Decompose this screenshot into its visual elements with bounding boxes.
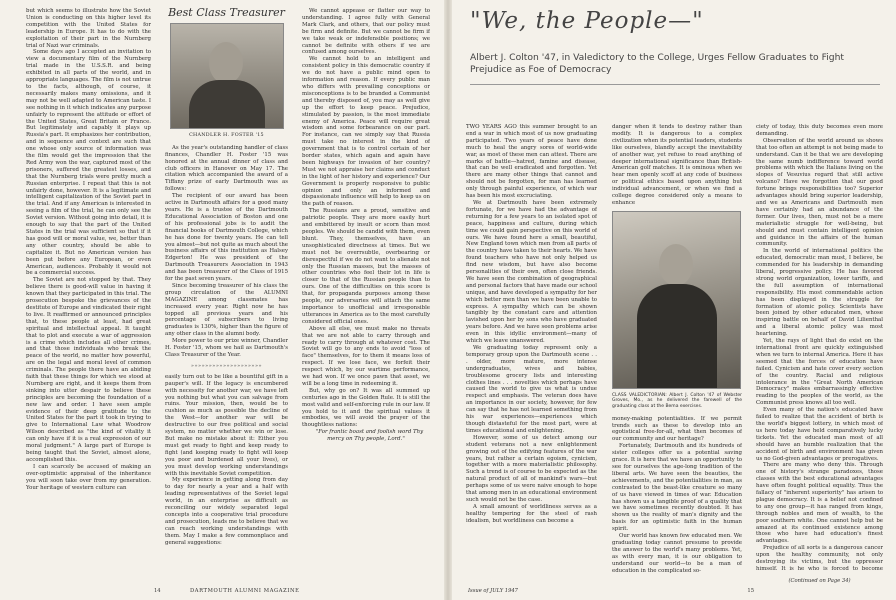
left-column-1 <box>26 8 151 588</box>
article-subtitle: Albert J. Colton '47, in Valedictory to the College, Urges Fellow Graduates to Fight Prejudice as Foe of Democracy <box>470 52 845 75</box>
paragraph: Yet, the rays of light that do exist on the international front are quickly extinguished when we turn to internal America. Here it has seemed that the forces of education have failed. Cynicism and hate cover every section of the country. Racial and religious intolerance in the "Great North American Democracy" makes embarrassingly effective reading to the peoples of the world, as the Communist press knows all too well. <box>756 338 883 407</box>
paragraph: Even many of the nation's educated have failed to realize that the accident of birth is the world's biggest lottery, in which most of us here today have held comparatively lucky tickets. Yet the educated man most of all should have an humble realization that the accident of birth and environment has given us no God-given advantages or prerogatives. <box>756 407 883 462</box>
paragraph: I can scarcely be accused of making an over-optimistic appraisal of the inheritance you will soon take over from my generation. Your heritage of western culture can <box>26 463 151 491</box>
paragraph: However, some of us detect among our student veterans not a new enlightenment growing out of the edifying features of the war years, but rather a certain egoism, cynicism, together with a more materialistic philosophy. Such a trend is of course to be expected as the natural product of all of mankind's wars—but perhaps some of us were naive enough to hope that among men in an educational environment such would not be the case. <box>466 434 597 503</box>
foster-portrait-photo <box>170 23 284 129</box>
photo-caption: CHANDLER H. FOSTER '15 <box>189 132 264 138</box>
colton-portrait-photo <box>612 211 741 389</box>
paragraph: money-making potentialities. If we permit trends such as these to develop into an egotistical free-for-all, what then becomes of our community and our heritage? <box>612 415 742 443</box>
paragraph: A small amount of worldliness serves as a healthy tempering for the steel of rash idealism, but worldliness can become a <box>466 503 597 524</box>
paragraph: Prejudice of all sorts is a dangerous cancer upon the healthy community, not only destroying its victims, but the oppressor himself. It is he who is forced to become <box>756 545 883 570</box>
paragraph: We cannot hold to an intelligent and consistent policy in this democratic country if we do not have a public mind open to information and reason. If every public man who differs with prevailing conceptions or misconceptions is to be branded a Communist and thereby disposed of, you may as well give up the effort to keep peace. Prejudice, stimulated by passion, is the most immediate enemy of America. Peace will require great wisdom and some forbearance on our part. For instance, can we simply say that Russia must take no interest in the kind of government that is to control certain of her border states, which again and again have been highways for invasion of her country? Must we not appraise her claims and conduct in the light of her history and experience? Our Government is properly responsive to public opinion and only an informed and dispassionate influence will help to keep us on the path of reason. <box>302 56 430 208</box>
page-number-right: 15 <box>747 588 754 594</box>
verse-quote: "For frantic boast and foolish word Thy mercy on Thy people, Lord." <box>315 429 424 443</box>
paragraph: Our world has known few educated men. We graduating today cannot presume to provide the answer to the world's many problems. Yet, as with every man, it is our obligation to understand our world—to be a man of education in the complicated so- <box>612 533 742 574</box>
article-title: "We, the People—" <box>470 8 704 34</box>
sidebar-title: Best Class Treasurer <box>168 8 285 19</box>
paragraph: We cannot appease or flatter our way to understanding. I agree fully with General Mark Clark, and others, that our policy must be firm and definite. But we cannot be firm if we take weak or indefensible positions; we cannot be definite with others if we are confused among ourselves. <box>302 8 430 56</box>
paragraph: Observation of the world around us shows that too often an attempt is not being made to understand. Can it be that we are developing the same numb indifference toward world problems with which the Italians living on the slopes of Vesuvius regard that still active volcano? Have we forgotten that our good fortune brings responsibilities too? Superior advantages should bring superior leadership, and we as Americans and Dartmouth men have certainly had an abundance of the former. Our lives, then, must not be a mere materialistic struggle for well-being, but should and must contain intelligent opinion and guidance in the affairs of the human community. <box>756 137 883 248</box>
paragraph: ciety of today, this duty becomes even more demanding. <box>756 124 883 137</box>
paragraph: TWO YEARS AGO this summer brought to an end a war in which most of us now graduating participated. Two years of peace have done much to heal the angry sores of world-wide war, as most of these men can attest. There are marks of battle—hatred, famine and disease, that can be well eradicated and forgotten. Yet there are many other things that cannot and should not be forgotten, for man has learned only through painful experience, of which war has been his most excruciating. <box>466 124 597 200</box>
paragraph: The recipient of our award has been active in Dartmouth affairs for a good many years. He is a trustee of the Dartmouth Educational Association of Boston and one of his professional jobs is to audit the financial books of Dartmouth College, which he has done for twenty years. He can tell you almost—but not quite as much about the business affairs of this institution as Halsey Edgerton! He was president of the Dartmouth Treasurers Association in 1943 and has been treasurer of the Class of 1915 for the past seven years. <box>165 193 288 283</box>
paragraph: The Soviet are not stopped by that. They believe there is good-will value in having it known that they participated in this trial. The prosecution bespoke the grievances of the destitute of Europe and vindicated their right to live. It reaffirmed or announced principles that, to these people at least, had great spiritual and intellectual appeal. It taught that to plot and execute a war of aggression is a crime which includes all other crimes, and that those individuals who break the peace of the world, no matter how powerful, are on the legal and moral level of common criminals. The people there have an abiding faith that these things for which we stood at Nurnberg are right, and it keeps them from sinking into utter despair to believe these principles are becoming the foundation of a new law and order. I have seen ample evidence of their deep gratitude to the United States for the part it took in trying to give to International Law what Woodrow Wilson described as "the kind of vitality it can only have if it is a real expression of our moral judgment." A large part of Europe is being taught that the Soviet, almost alone, accomplished this. <box>26 277 151 463</box>
paragraph: Above all else, we must make no threats that we are not able to carry through and ready to carry through at whatever cost. The Soviet will go to any ends to avoid "loss of face" themselves, for to them it means loss of respect. If we lose face, we forfeit their respect which, by our wartime performance, we had won. If we once pawn that asset, we will be a long time in redeeming it. <box>302 325 430 387</box>
paragraph: More power to our prize winner, Chandler H. Foster '15, whom we hail as Dartmouth's Class Treasurer of the Year. <box>165 338 288 358</box>
paragraph: We graduating today represent only a temporary group upon the Dartmouth scene . . . older, more mature, more intense undergraduates, wives and babies, troublesome grocery lists and interesting clothes lines . . . novelties which perhaps have caused the world to give us what is undue respect and emphasis. The veteran does have an importance in our society, however, for few can say that he has not learned something from his war experiences—experiences which though distasteful for the most part, were at times educational and enlightening. <box>466 345 597 434</box>
paragraph: There are many who deny this. Through one of history's strange paradoxes, those classes with the best educational advantages have often fought political equality. Thus the fallacy of "inherent superiority" has arisen to plague democracy. It is a belief not confined to any one group—it has ranged from kings, through nobles and men of wealth, to the poor southern white. One cannot help but be amazed at its continued existence among those who have had education's finest advantages. <box>756 462 883 545</box>
ornament-rule: »»»»»»»»»»»»»»»»»»»» <box>190 362 263 369</box>
magazine-name: DARTMOUTH ALUMNI MAGAZINE <box>190 588 300 594</box>
paragraph: The Russians are a proud, sensitive and patriotic people. They are more easily hurt and embittered by insult or scorn than most peoples. We should be candid with them, even blunt. They, themselves, have an unsophisticated directness at times. But we must not be overrsubtle, overbearing or disrespectful if we do not want to alienate not only the Russian masses, but the masses of other countries who feel their lot in life is closer to that of the Russian people than to ours. One of the difficulties on this score is that, for propaganda purposes among these people, our adversaries will attach the same importance to unofficial and irresponsible utterances in America as to the most carefully considered official ones. <box>302 208 430 325</box>
photo-caption: CLASS VALEDICTORIAN: Albert J. Colton '47 of Webster Groves, Mo., as he delivered the farewell of the graduating class at the Bema exercises. <box>612 392 742 410</box>
paragraph: Some days ago I accepted an invitation to view a documentary film of the Nurnberg trial made in the U.S.S.R. and being exhibited in all parts of the world, and in appropriate languages. The film is not untrue to the facts, although, of course, it necessarily makes many omissions, and it may not be well adapted to American taste. I see nothing in it which indicates any purpose unfairly to represent the attitude or effort of the United States, Great Britain or France. But legitimately and capably it plays up Russia's part. It emphasizes her contribution, and in sequence and context are such that one whose only source of information was the film would get the impression that the Red Army won the war, captured most of the prisoners, suffered the greatest losses, and that the Nurnberg trials were pretty much a Russian enterprise. I repeat that this is not unfairly done, however. It is a legitimate and intelligent capitalization of the Soviet part in the trial. And if any American is interested in seeing a film of the trial, he can only see the Soviet version. Without going into detail, it is enough to say that the part of the United States in the trial was sufficient so that if it has good will or moral value, we, better than any other country, should be able to capitalize it. But no American version has been put before any European, or even American, audiences. Probably it would not be a commercial success. <box>26 49 151 277</box>
paragraph: easily turn out to be like a bountiful gift in a pauper's will. If the legacy is encumbered with necessity for another war, we have left you nothing but what you can salvage from ruins. Your mission, then, would be to cushion as much as possible the decline of the West—for another war will be destructive to our free political and social system, no matter whether we win or lose. But make no mistake about it: Either you must get ready to fight and keep ready to fight (and keeping ready to fight will keep you poor and burdened all your lives), or you must develop working understandings with this inevitable Soviet competition. <box>165 373 288 477</box>
left-page <box>0 0 444 600</box>
page-number-left: 14 <box>154 588 161 594</box>
issue-date: Issue of JULY 1947 <box>468 588 518 594</box>
right-page <box>452 0 896 600</box>
right-column-3 <box>756 124 883 570</box>
paragraph: As the year's outstanding handler of class finances, Chandler H. Foster '15 was honored at the annual dinner of class and club officers in Hanover on May 17. The citation which accompanied the award of a Tiffany prize of early Dartmouth was as follows: <box>165 144 288 193</box>
continued-note: (Continued on Page 34) <box>788 578 851 584</box>
paragraph: My experience in getting along from day to day for nearly a year and a half with leading representatives of the Soviet legal world, in an enterprise as difficult as reconciling our widely separated legal concepts into a cooperative trial procedure and prosecution, leads me to believe that we can reach working understandings with them. May I make a few commonplace and general suggestions: <box>165 477 288 546</box>
left-column-2 <box>165 8 288 580</box>
paragraph: but which seems to illustrate how the Soviet Union is conducting on this higher level its competition with the United States for leadership in Europe. It has to do with the exploitation of their part in the Nurnberg trial of Nazi war criminals. <box>26 8 151 49</box>
paragraph: danger when it tends to destroy rather than modify. It is dangerous to a complex civilization when its potential leaders, students like ourselves, blandly accept the inevitability of another war, yet refuse to read anything of deeper international significance than British-American golf matches. It is ominous when we hear men openly scoff at any code of business or political ethics based upon anything but individual advancement, or when we find a college degree considered only a means to enhance <box>612 124 742 206</box>
paragraph: In the world of international politics the educated, democratic man must, I believe, be commended for his leadership in demanding liberal, progressive policy. He has favored strong world organization, lower tariffs, and the full assumption of international responsibility. His most commendable action has been displayed in the struggle for formation of atomic policy. Scientists have been joined by other educated men, whose inspiring battle on behalf of David Lilienthal and a liberal atomic policy was most heartening. <box>756 248 883 338</box>
paragraph: But, why go on? It was all summed up centuries ago in the Golden Rule. It is still the most valid and self-enforcing rule in our law. If you hold to it and the spiritual values it embodies, we will avoid the prayer of the thoughtless nations: <box>302 387 430 429</box>
right-column-2 <box>612 124 742 580</box>
right-column-1 <box>466 124 597 580</box>
header-divider <box>470 84 880 85</box>
paragraph: We at Dartmouth have been extremely fortunate, for we have had the advantage of returning for a few years to an isolated spot of peace, happiness and culture, during which time we could gain perspective on this world of ours. We have found here a small, beautiful, New England town which men from all parts of the country have taken to their hearts. We have found teachers who have not only helped us find new wisdom, but have also become personalities of their own, often close friends. We have seen the combination of geographical and personal factors that have made our school unique, and have developed a sympathy for her which better men than we have been unable to express. A sympathy which can be shown tangibly by the constant care and attention lavished upon her by sons who have graduated years before. And we have seen problems arise even in this idyllic environment—many of which we leave unanswered. <box>466 199 597 345</box>
paragraph: Since becoming treasurer of his class the group circulation of the ALUMNI MAGAZINE among classmates has increased every year. Right now he has topped all previous years and his percentage of subscribers to living graduates is 130%, higher than the figure of any other class in the alumni body. <box>165 282 288 338</box>
page-gutter <box>444 0 452 600</box>
left-column-3 <box>302 8 430 588</box>
paragraph: Fortunately, Dartmouth and its hundreds of sister colleges offer us a potential saving grace. It is here that we have an opportunity to see for ourselves the age-long tradition of the liberal arts. We have seen the beauties, the achievements, and the potentialities in man, as contrasted to the beast-like creature so many of us have viewed in times of war. Education has shown us a tangible proof of a quality that we have sometimes recently doubted. It has shown us the reality of man's dignity and the basis for an optimistic faith in the human spirit. <box>612 443 742 533</box>
